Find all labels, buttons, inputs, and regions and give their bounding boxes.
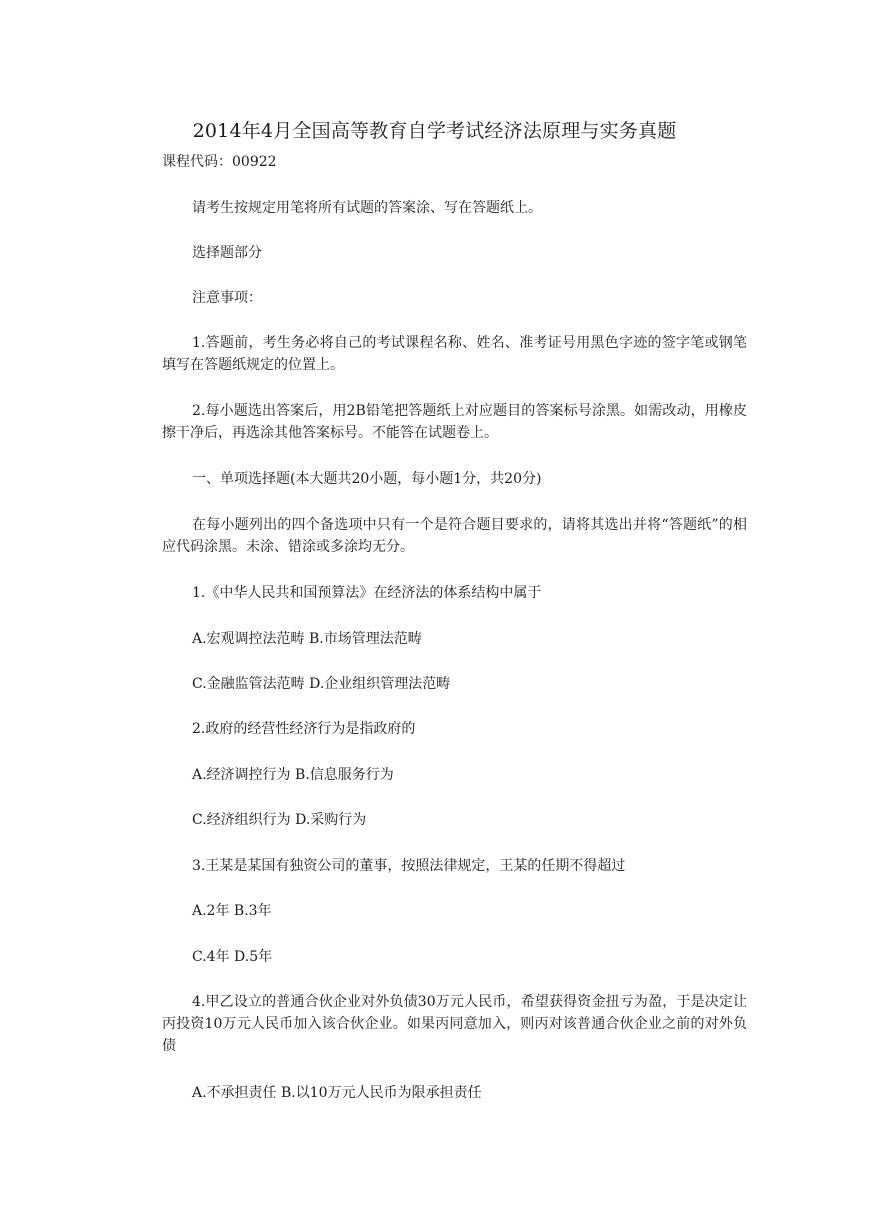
question-stem: 2.政府的经营性经济行为是指政府的 [192, 721, 416, 737]
notice-item-2: 2.每小题选出答案后，用2B铅笔把答题纸上对应题目的答案标号涂黑。如需改动，用橡皮擦干净后，再选涂其他答案标号。不能答在试题卷上。 [162, 403, 747, 441]
question-options: C.金融监管法范畴 D.企业组织管理法范畴 [192, 676, 451, 692]
question-options: A.不承担责任 B.以10万元人民币为限承担责任 [192, 1085, 482, 1101]
notice-item-1: 1.答题前，考生务必将自己的考试课程名称、姓名、准考证号用黑色字迹的签字笔或钢笔填写在答题纸规定的位置上。 [162, 335, 747, 373]
question-options: A.2年 B.3年 [192, 903, 272, 919]
part-one-instruction: 在每小题列出的四个备选项中只有一个是符合题目要求的，请将其选出并将“答题纸”的相应代码涂黑。未涂、错涂或多涂均无分。 [162, 517, 747, 555]
part-one-heading: 一、单项选择题(本大题共20小题，每小题1分，共20分) [192, 471, 542, 487]
question-stem: 1.《中华人民共和国预算法》在经济法的体系结构中属于 [192, 585, 542, 601]
question-stem: 3.王某是某国有独资公司的董事，按照法律规定，王某的任期不得超过 [192, 858, 626, 874]
question-options: C.4年 D.5年 [192, 949, 273, 965]
question-options: A.宏观调控法范畴 B.市场管理法范畴 [192, 631, 422, 647]
section-heading-choice: 选择题部分 [192, 245, 262, 261]
question-options: A.经济调控行为 B.信息服务行为 [192, 767, 394, 783]
notice-heading: 注意事项： [192, 290, 262, 306]
question-stem: 4.甲乙设立的普通合伙企业对外负债30万元人民币，希望获得资金扭亏为盈，于是决定让丙投资10万元人民币加入该合伙企业。如果丙同意加入，则丙对该普通合伙企业之前的对外负债 [162, 994, 747, 1054]
question-options: C.经济组织行为 D.采购行为 [192, 812, 367, 828]
instruction-text: 请考生按规定用笔将所有试题的答案涂、写在答题纸上。 [192, 200, 542, 216]
document-title: 2014年4月全国高等教育自学考试经济法原理与实务真题 [192, 120, 677, 142]
course-code: 课程代码：00922 [162, 154, 277, 170]
